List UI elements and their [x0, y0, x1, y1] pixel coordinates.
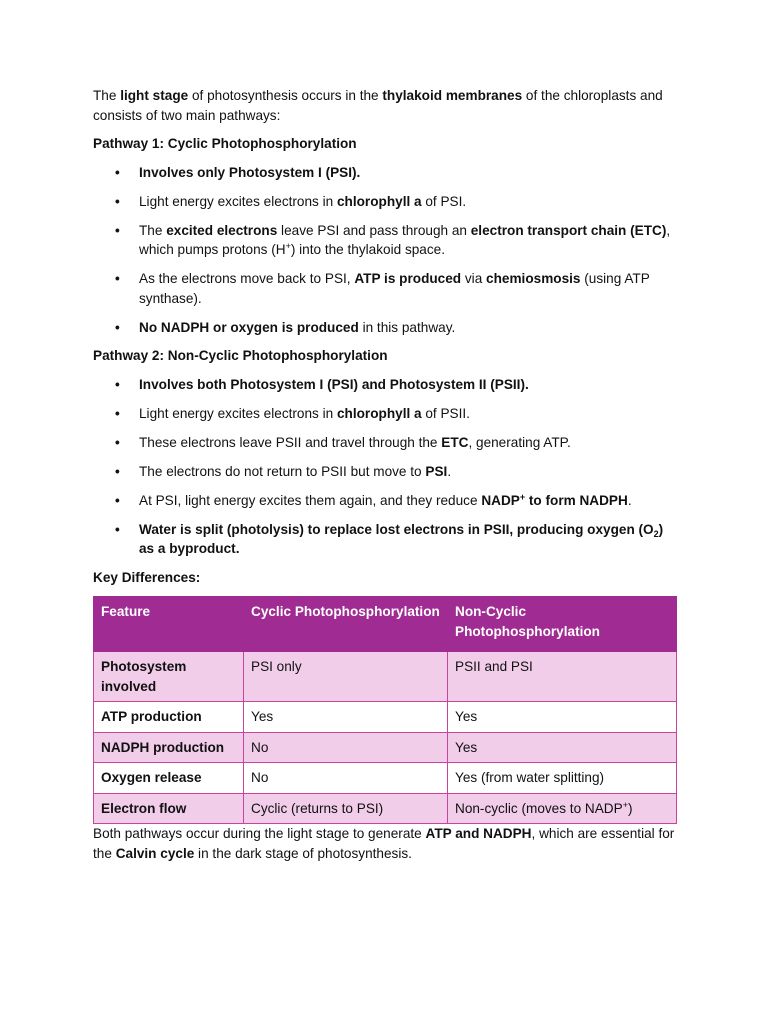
intro-paragraph [93, 86, 676, 125]
list-item [93, 520, 676, 559]
table-cell: No [244, 763, 448, 794]
bullet-text: The [139, 222, 167, 238]
list-item [93, 491, 676, 511]
bullet-text: The electrons do not return to PSII but move to [139, 463, 426, 479]
bullet-bold: PSI [425, 463, 448, 479]
intro-text-1: The [93, 88, 121, 103]
table-cell-feature: Photosystem involved [94, 652, 244, 702]
bullet-text: leave PSI and pass through an [277, 222, 471, 238]
table-row [94, 652, 677, 702]
bullet-text: ) into the thylakoid space. [290, 242, 445, 257]
bullet-text: Light energy excites electrons in [139, 193, 337, 209]
table-cell: PSII and PSI [448, 652, 677, 702]
table-cell: PSI only [244, 652, 448, 702]
table-cell-feature: Oxygen release [94, 763, 244, 794]
table-header-row [94, 597, 677, 652]
list-item [93, 375, 676, 395]
table-row [94, 732, 677, 763]
table-cell: Yes [244, 702, 448, 733]
pathway2-heading: Pathway 2: Non-Cyclic Photophosphorylation [93, 348, 388, 363]
bullet-bold: NADP [481, 492, 520, 508]
list-item [93, 404, 676, 424]
intro-text-2: of photosynthesis occurs in the [188, 88, 383, 103]
table-cell [448, 793, 677, 824]
outro-bold-calvin: Calvin cycle [115, 845, 195, 861]
bullet-text: (using ATP synthase). [139, 271, 650, 306]
bullet-bold: No NADPH or oxygen is produced [139, 319, 359, 335]
document-body [93, 86, 676, 863]
table-row [94, 793, 677, 824]
table-cell-feature: NADPH production [94, 732, 244, 763]
table-cell-feature: ATP production [94, 702, 244, 733]
bullet-bold: chlorophyll a [336, 193, 422, 209]
bullet-text: of PSI. [421, 193, 467, 209]
bullet-bold: Water is split (photolysis) to replace lost electrons in PSII, producing oxygen (O [139, 521, 654, 537]
list-item [93, 221, 676, 260]
table-header-cell: Feature [94, 597, 244, 652]
bullet-bold: electron transport chain (ETC) [470, 222, 667, 238]
subscript: 2 [653, 528, 659, 539]
table-cell: Yes (from water splitting) [448, 763, 677, 794]
outro-text-1: Both pathways occur during the light stage to generate [93, 826, 426, 841]
intro-bold-light-stage: light stage [120, 88, 189, 103]
bullet-text: . [447, 463, 452, 479]
list-item [93, 192, 676, 212]
bullet-bold: chlorophyll a [336, 405, 422, 421]
differences-table [93, 596, 677, 824]
list-item [93, 269, 676, 308]
closing-paragraph [93, 824, 676, 863]
table-header-cell: Cyclic Photophosphorylation [244, 597, 448, 652]
bullet-bold: ATP is produced [354, 271, 462, 286]
pathway1-heading: Pathway 1: Cyclic Photophosphorylation [93, 136, 357, 151]
intro-bold-thylakoid: thylakoid membranes [382, 88, 523, 103]
bullet-text: via [461, 271, 487, 286]
bullet-bold: ETC [441, 434, 469, 450]
outro-text-2: , which are essential for the [93, 826, 675, 861]
bullet-text: Light energy excites electrons in [139, 405, 337, 421]
table-row [94, 763, 677, 794]
bullet-bold: ) as a byproduct. [139, 521, 664, 556]
outro-bold-atp-nadph: ATP and NADPH [425, 826, 532, 841]
superscript: + [285, 241, 291, 251]
table-cell: No [244, 732, 448, 763]
table-cell: Yes [448, 702, 677, 733]
bullet-text: At PSI, light energy excites them again, and they reduce [139, 492, 482, 508]
bullet-bold: excited electrons [166, 222, 278, 238]
bullet-bold: to form NADPH [525, 492, 628, 508]
cell-text: ) [627, 800, 633, 816]
bullet-text: in this pathway. [358, 319, 456, 335]
pathway2-list [93, 375, 676, 559]
superscript: + [622, 799, 628, 810]
bullet-text: As the electrons move back to PSI, [139, 271, 355, 286]
bullet-text: , which pumps protons (H [139, 222, 671, 257]
table-cell-feature: Electron flow [94, 793, 244, 824]
list-item [93, 318, 676, 338]
key-differences-heading: Key Differences: [93, 569, 201, 585]
bullet-text: of PSII. [421, 405, 470, 421]
table-row [94, 702, 677, 733]
bullet-text: These electrons leave PSII and travel through the [139, 434, 442, 450]
table-cell: Yes [448, 732, 677, 763]
bullet-bold: Involves both Photosystem I (PSI) and Photosystem II (PSII). [139, 376, 529, 392]
pathway1-list [93, 163, 676, 338]
list-item [93, 433, 676, 453]
outro-text-3: in the dark stage of photosynthesis. [194, 845, 412, 861]
table-header-cell: Non-Cyclic Photophosphorylation [448, 597, 677, 652]
cell-text: Non-cyclic (moves to NADP [455, 800, 623, 816]
table-cell: Cyclic (returns to PSI) [244, 793, 448, 824]
bullet-text: , generating ATP. [468, 434, 571, 450]
intro-text-3: of the chloroplasts and consists of two main pathways: [93, 88, 663, 123]
bullet-bold: chemiosmosis [486, 271, 581, 286]
list-item [93, 163, 676, 183]
bullet-text: . [627, 492, 632, 508]
list-item [93, 462, 676, 482]
superscript: + [519, 491, 526, 502]
bullet-bold: Involves only Photosystem I (PSI). [139, 164, 361, 180]
